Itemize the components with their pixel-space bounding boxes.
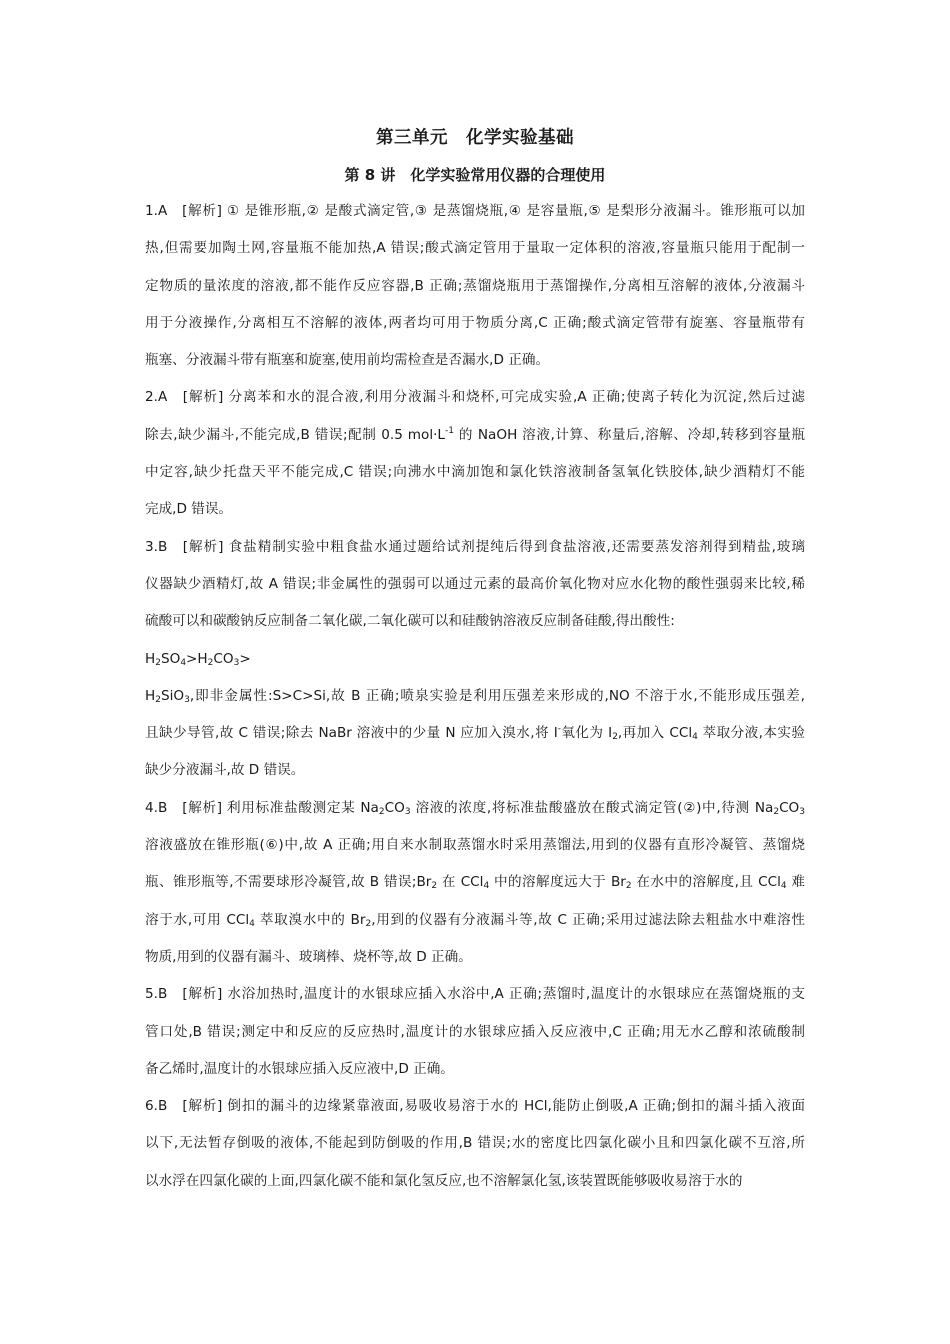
q5-line: 管口处,B 错误;测定中和反应的反应热时,温度计的水银球应插入反应液中,C 正确;用无水乙醇和浓硫酸制 (145, 1023, 805, 1040)
lecture-title: 第 8 讲 化学实验常用仪器的合理使用 (344, 166, 606, 184)
answer-body (145, 193, 805, 1200)
q5-line: 5.B [解析] 水浴加热时,温度计的水银球应插入水浴中,A 正确;蒸馏时,温度计的水银球应在蒸馏烧瓶的支 (145, 986, 805, 1003)
q2-line: 中定容,缺少托盘天平不能完成,C 错误;向沸水中滴加饱和氯化铁溶液制备氢氧化铁胶体,缺少酒精灯不能 (145, 464, 805, 481)
q3-formula-line: $H_2SO_4>H_2CO_3>$ (145, 650, 251, 668)
q4-line: 4.B [解析] 利用标准盐酸测定某 $Na_2CO_3$ 溶液的浓度,将标准盐酸盛放在酸式滴定管(②)中,待测 $Na_2CO_3$ (145, 799, 805, 817)
q3-line: $H_2SiO_3$,即非金属性:S>C>Si,故 B 正确;喷泉实验是利用压强差来形成的,NO 不溶于水,不能形成压强差, (145, 687, 805, 705)
q2-line: 除去,缺少漏斗,不能完成,B 错误;配制 0.5 $mol\cdot L^{-1}$ 的 NaOH 溶液,计算、称量后,溶解、冷却,转移到容量瓶 (145, 425, 805, 443)
unit-title: 第三单元 化学实验基础 (376, 128, 574, 148)
q6-line: 以下,无法暂存倒吸的液体,不能起到防倒吸的作用,B 错误;水的密度比四氯化碳小且和四氯化碳不互溶,所 (145, 1135, 805, 1152)
q1-line: 用于分液操作,分离相互不溶解的液体,两者均可用于物质分离,C 正确;酸式滴定管带有旋塞、容量瓶带有 (145, 314, 805, 331)
q6-line: 以水浮在四氯化碳的上面,四氯化碳不能和氯化氢反应,也不溶解氯化氢,该装置既能够吸收易溶于水的 (145, 1172, 743, 1189)
q1-line: 定物质的量浓度的溶液,都不能作反应容器,B 正确;蒸馏烧瓶用于蒸馏操作,分离相互溶解的液体,分液漏斗 (145, 277, 805, 294)
q2-line: 2.A [解析] 分离苯和水的混合液,利用分液漏斗和烧杯,可完成实验,A 正确;使离子转化为沉淀,然后过滤 (145, 389, 805, 406)
q3-line: 仪器缺少酒精灯,故 A 错误;非金属性的强弱可以通过元素的最高价氧化物对应水化物的酸性强弱来比较,稀 (145, 575, 805, 592)
q5-line: 备乙烯时,温度计的水银球应插入反应液中,D 正确。 (145, 1060, 454, 1077)
q2-line: 完成,D 错误。 (145, 501, 233, 518)
q4-line: 瓶、锥形瓶等,不需要球形冷凝管,故 B 错误$;Br_2$ 在 CCl$_4$ 中的溶解度远大于 $Br_2$ 在水中的溶解度,且 CCl$_4$ 难 (145, 874, 805, 892)
q1-line: 瓶塞、分液漏斗带有瓶塞和旋塞,使用前均需检查是否漏水,D 正确。 (145, 352, 550, 369)
q1-line: 1.A [解析] ① 是锥形瓶,② 是酸式滴定管,③ 是蒸馏烧瓶,④ 是容量瓶,⑤ 是梨形分液漏斗。锥形瓶可以加 (145, 203, 805, 219)
q3-line: 硫酸可以和碳酸钠反应制备二氧化碳,二氧化碳可以和硅酸钠溶液反应制备硅酸,得出酸性: (145, 613, 675, 630)
q3-line: 3.B [解析] 食盐精制实验中粗食盐水通过题给试剂提纯后得到食盐溶液,还需要蒸发溶剂得到精盐,玻璃 (145, 538, 805, 555)
q1-line: 热,但需要加陶土网,容量瓶不能加热,A 错误;酸式滴定管用于量取一定体积的溶液,容量瓶只能用于配制一 (145, 240, 805, 257)
q4-line: 溶液盛放在锥形瓶(⑥)中,故 A 正确;用自来水制取蒸馏水时采用蒸馏法,用到的仪器有直形冷凝管、蒸馏烧 (145, 837, 805, 854)
q3-line: 缺少分液漏斗,故 D 错误。 (145, 762, 305, 779)
q6-line: 6.B [解析] 倒扣的漏斗的边缘紧靠液面,易吸收易溶于水的 HCl,能防止倒吸,A 正确;倒扣的漏斗插入液面 (145, 1098, 805, 1115)
q4-line: 溶于水,可用 CCl$_4$ 萃取溴水中的 $Br_2$,用到的仪器有分液漏斗等,故 C 正确;采用过滤法除去粗盐水中难溶性 (145, 911, 806, 929)
q4-line: 物质,用到的仪器有漏斗、玻璃棒、烧杯等,故 D 正确。 (145, 948, 472, 965)
q3-line: 且缺少导管,故 C 错误;除去 NaBr 溶液中的少量 N 应加入溴水,将 I-氧化为 $I_2$,再加入 CCl$_4$ 萃取分液,本实验 (145, 724, 805, 743)
